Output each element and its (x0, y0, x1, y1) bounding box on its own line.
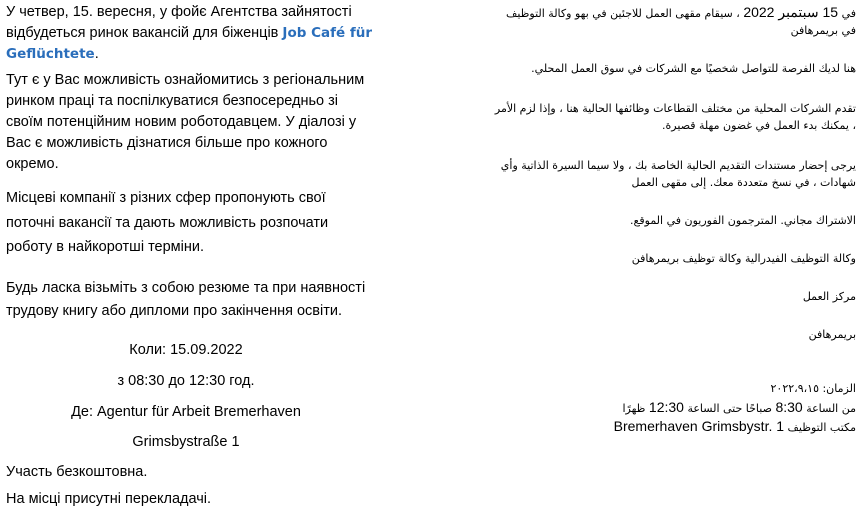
arabic-time-label: الزمان: ٢٠٢٢،٩،١٥ (770, 382, 856, 395)
arabic-intro-prefix: في (841, 7, 856, 20)
arabic-time-noon: ظهرًا (622, 402, 646, 415)
arabic-companies: تقدم الشركات المحلية من مختلف القطاعات وظائفها الحالية هنا ، وإذا لزم الأمر ، يمكنك بدء العمل في غضون مهلة قصيرة. (494, 102, 856, 132)
companies-line-1: Місцеві компанії з різних сфер пропонують свої (6, 190, 326, 206)
arabic-free: الاشتراك مجاني. المترجمون الفوريون في الموقع. (630, 214, 856, 227)
arabic-city: بريمرهافن (808, 328, 856, 341)
event-time: з 08:30 до 12:30 год. (117, 373, 255, 389)
arabic-time-mid: صباحًا حتى الساعة (687, 402, 772, 415)
event-location: Де: Agentur für Arbeit Bremerhaven (71, 404, 301, 420)
arabic-address (490, 418, 856, 436)
job-cafe-link[interactable]: Job Café für Geflüchtete (6, 25, 372, 62)
companies-line-3: роботу в найкоротші терміни. (6, 239, 205, 255)
free-participation: Участь безкоштовна. (6, 464, 148, 480)
arabic-address-value: Bremerhaven Grimsbystr. 1 (613, 418, 785, 434)
arabic-time-from: من الساعة (806, 402, 856, 415)
companies-line-2: поточні вакансії та дають можливість розпочати (6, 215, 329, 231)
documents-paragraph: Будь ласка візьміть з собою резюме та при наявності трудову книгу або дипломи про закінчення освіти. (6, 280, 366, 319)
opportunity-paragraph: Тут є у Вас можливість ознайомитись з регіональним ринком праці та поспілкуватися безпосередньо зі своїм потенційним новим роботодавцем. У діалозі у Вас є можливість дізнатися більше про кожного окремо. (6, 72, 365, 172)
arabic-jobcenter: مركز العمل (802, 290, 856, 303)
intro-paragraph (6, 2, 376, 65)
intro-end: . (94, 46, 99, 62)
arabic-documents: يرجى إحضار مستندات التقديم الحالية الخاصة بك ، ولا سيما السيرة الذاتية وأي شهادات ، في نسخ متعددة معك. إلى مقهى العمل (500, 159, 856, 189)
event-date: Коли: 15.09.2022 (129, 342, 243, 358)
arabic-opportunity: هنا لديك الفرصة للتواصل شخصيًا مع الشركات في سوق العمل المحلي. (531, 62, 856, 75)
arabic-intro (490, 4, 856, 39)
arabic-intro-rest: ، سيقام مقهى العمل للاجئين في بهو وكالة التوظيف في بريمرهافن (505, 7, 856, 37)
arabic-time-range (490, 399, 856, 417)
arabic-time-end: 12:30 (648, 399, 684, 415)
arabic-agency: وكالة التوظيف الفيدرالية وكالة توظيف بريمرهافن (631, 252, 856, 265)
arabic-time-start: 8:30 (775, 399, 803, 415)
arabic-address-office: مكتب التوظيف (787, 421, 856, 434)
intro-text: У четвер, 15. вересня, у фойє Агентства зайнятості відбудеться ринок вакансій для біженців (6, 4, 352, 41)
translators-note: На місці присутні перекладачі. (6, 491, 212, 507)
arabic-intro-date: 15 سبتمبر 2022 (743, 4, 839, 20)
event-street: Grimsbystraße 1 (132, 434, 240, 450)
